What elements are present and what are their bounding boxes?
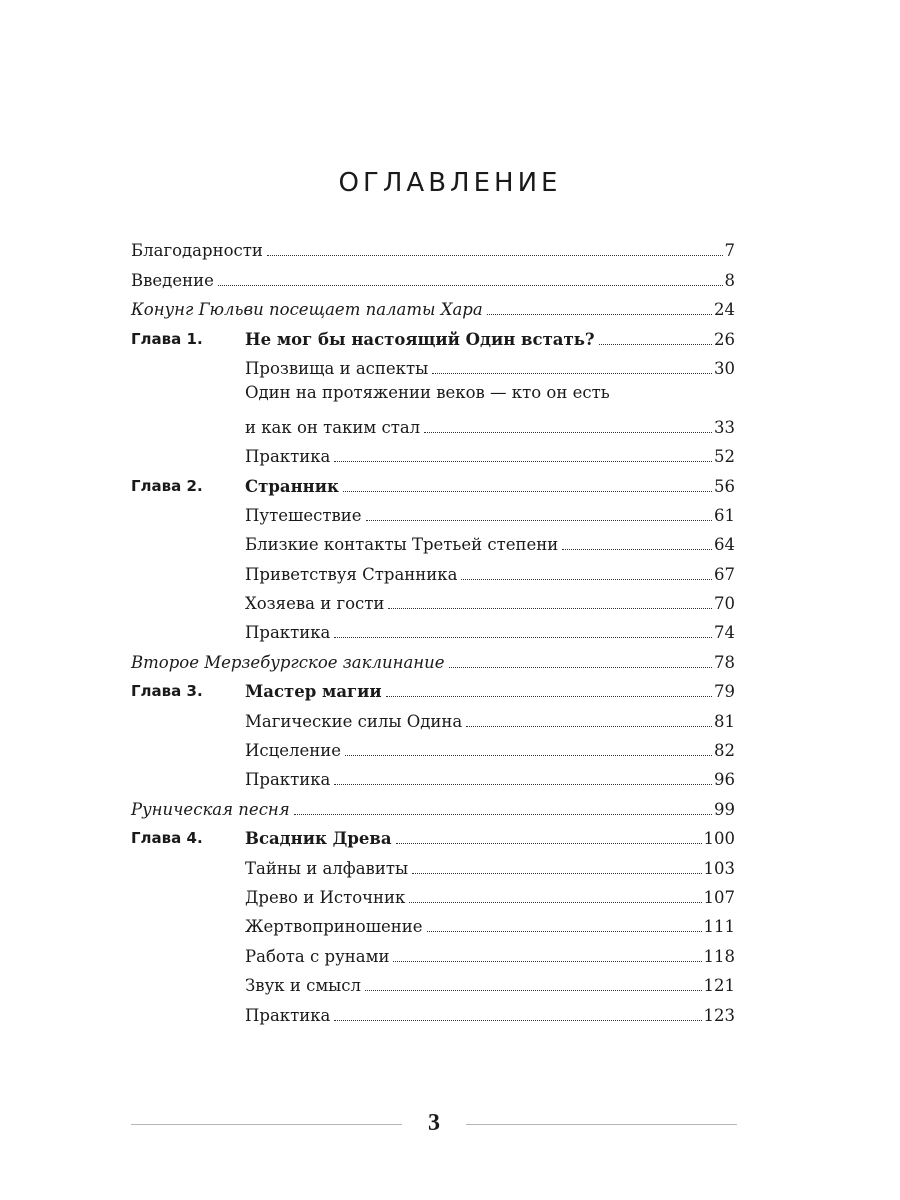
- toc-entry-page: 123: [703, 1005, 735, 1025]
- toc-entry-title: Всадник Древа: [245, 829, 392, 849]
- dot-leader: [412, 873, 701, 874]
- toc-entry-title: Приветствуя Странника: [245, 564, 458, 584]
- toc-entry-title: Странник: [245, 476, 339, 496]
- toc-entry[interactable]: [131, 295, 735, 324]
- toc-entry-line: [131, 800, 735, 819]
- toc-entry[interactable]: [131, 354, 735, 383]
- dot-leader: [386, 696, 712, 697]
- toc-entry-line: [245, 594, 735, 613]
- toc-entry[interactable]: [131, 706, 735, 735]
- toc-entry-title: Практика: [245, 1005, 331, 1025]
- toc-entry-title: и как он таким стал: [245, 417, 421, 437]
- dot-leader: [427, 931, 702, 932]
- dot-leader: [334, 1020, 701, 1021]
- toc-entry[interactable]: [131, 853, 735, 882]
- table-of-contents: [131, 236, 735, 1030]
- toc-entry-line: [245, 1006, 735, 1025]
- toc-entry-line: [245, 359, 735, 378]
- toc-entry-line: [131, 300, 735, 319]
- dot-leader: [487, 314, 712, 315]
- toc-entry[interactable]: [131, 765, 735, 794]
- chapter-number: Глава 2.: [131, 476, 203, 495]
- dot-leader: [343, 491, 712, 492]
- dot-leader: [393, 961, 701, 962]
- toc-entry-line: [245, 770, 735, 789]
- chapter-number: Глава 1.: [131, 329, 203, 348]
- toc-entry[interactable]: [131, 442, 735, 471]
- dot-leader: [388, 608, 712, 609]
- toc-entry-page: 82: [714, 741, 735, 761]
- toc-entry-line: [245, 535, 735, 554]
- toc-entry-line: [131, 653, 735, 672]
- toc-entry-page: 67: [714, 564, 735, 584]
- toc-entry-page: 118: [703, 946, 735, 966]
- toc-entry-title: Практика: [245, 447, 331, 467]
- toc-entry-page: 30: [714, 358, 735, 378]
- toc-entry[interactable]: [131, 236, 735, 265]
- toc-entry-page: 78: [714, 652, 735, 672]
- toc-entry[interactable]: [131, 912, 735, 941]
- toc-entry-page: 79: [714, 682, 735, 702]
- toc-entry[interactable]: [131, 647, 735, 676]
- toc-entry-page: 26: [714, 329, 735, 349]
- toc-entry-line: [245, 917, 735, 936]
- toc-entry-line: [245, 565, 735, 584]
- footer-rule-right: [466, 1124, 737, 1125]
- dot-leader: [366, 520, 712, 521]
- toc-entry-line: [245, 506, 735, 525]
- toc-entry[interactable]: [131, 883, 735, 912]
- dot-leader: [345, 755, 712, 756]
- dot-leader: [466, 726, 712, 727]
- toc-entry-page: 121: [703, 976, 735, 996]
- toc-entry-page: 52: [714, 447, 735, 467]
- toc-entry-line: [245, 976, 735, 995]
- toc-entry-line: [245, 859, 735, 878]
- dot-leader: [334, 461, 712, 462]
- toc-entry-page: 74: [714, 623, 735, 643]
- dot-leader: [461, 579, 712, 580]
- toc-entry-page: 24: [714, 300, 735, 320]
- toc-entry-page: 33: [714, 417, 735, 437]
- dot-leader: [334, 784, 712, 785]
- toc-entry[interactable]: [131, 618, 735, 647]
- dot-leader: [396, 843, 702, 844]
- toc-entry[interactable]: [131, 736, 735, 765]
- dot-leader: [432, 373, 712, 374]
- toc-entry-page: 81: [714, 711, 735, 731]
- toc-entry[interactable]: [131, 941, 735, 970]
- toc-entry-title: Древо и Источник: [245, 888, 406, 907]
- toc-entry-title: Второе Мерзебургское заклинание: [131, 652, 445, 672]
- chapter-number: Глава 4.: [131, 829, 203, 848]
- dot-leader: [409, 902, 701, 903]
- toc-entry[interactable]: [131, 559, 735, 588]
- toc-entry-page: 99: [714, 799, 735, 819]
- page-footer: [131, 1104, 737, 1144]
- toc-entry[interactable]: [131, 324, 735, 353]
- toc-entry-title: Звук и смысл: [245, 976, 362, 996]
- toc-entry-page: 96: [714, 770, 735, 790]
- dot-leader: [267, 255, 723, 256]
- toc-entry-page: 107: [703, 888, 735, 907]
- toc-entry[interactable]: [131, 265, 735, 294]
- toc-entry-line: [131, 241, 735, 260]
- toc-entry[interactable]: [131, 794, 735, 823]
- toc-entry-line: [245, 418, 735, 437]
- toc-entry-title: Жертвоприношение: [245, 917, 423, 937]
- toc-entry[interactable]: [131, 1000, 735, 1029]
- dot-leader: [562, 549, 712, 550]
- dot-leader: [449, 667, 712, 668]
- toc-entry[interactable]: [131, 501, 735, 530]
- toc-entry-title: Конунг Гюльви посещает палаты Хара: [131, 300, 483, 320]
- toc-entry[interactable]: [131, 530, 735, 559]
- toc-entry-page: 70: [714, 594, 735, 614]
- dot-leader: [334, 637, 712, 638]
- dot-leader: [294, 814, 712, 815]
- dot-leader: [424, 432, 712, 433]
- toc-entry-title: Благодарности: [131, 241, 263, 261]
- toc-entry-title: Путешествие: [245, 505, 362, 525]
- toc-entry-title: Тайны и алфавиты: [245, 858, 409, 878]
- toc-entry-title: Руническая песня: [131, 799, 290, 819]
- toc-entry-title: Исцеление: [245, 741, 342, 761]
- toc-entry-page: 7: [724, 241, 735, 261]
- toc-entry-line: [245, 682, 735, 701]
- toc-entry-page: 111: [703, 917, 735, 937]
- toc-entry-title: Близкие контакты Третьей степени: [245, 535, 559, 555]
- toc-entry-title: Прозвища и аспекты: [245, 358, 429, 378]
- toc-entry-title: Введение: [131, 270, 214, 290]
- dot-leader: [599, 344, 712, 345]
- toc-entry-line: [245, 330, 735, 349]
- toc-entry-title: Хозяева и гости: [245, 594, 385, 614]
- dot-leader: [365, 990, 701, 991]
- toc-entry-page: 103: [703, 858, 735, 878]
- toc-entry[interactable]: [131, 589, 735, 618]
- toc-entry-line: [245, 712, 735, 731]
- toc-entry-title-line1: Один на протяжении веков — кто он есть: [245, 382, 610, 402]
- toc-entry-line: [245, 477, 735, 496]
- page-title: ОГЛАВЛЕНИЕ: [338, 168, 562, 198]
- toc-entry-title: Практика: [245, 770, 331, 790]
- toc-entry[interactable]: [131, 677, 735, 706]
- toc-entry-title: Работа с рунами: [245, 946, 390, 966]
- toc-entry-line: [245, 447, 735, 466]
- dot-leader: [218, 285, 723, 286]
- toc-entry-page: 56: [714, 476, 735, 496]
- toc-entry[interactable]: [131, 471, 735, 500]
- toc-entry[interactable]: [131, 971, 735, 1000]
- toc-entry-title: Практика: [245, 623, 331, 643]
- toc-entry-title: Не мог бы настоящий Один встать?: [245, 329, 595, 349]
- page-number: 3: [428, 1110, 440, 1136]
- toc-entry-page: 64: [714, 535, 735, 555]
- toc-entry-line: [245, 888, 735, 907]
- toc-entry-line: [245, 829, 735, 848]
- chapter-number: Глава 3.: [131, 682, 203, 701]
- toc-entry[interactable]: [131, 383, 735, 442]
- toc-entry-line: [245, 947, 735, 966]
- toc-entry-page: 61: [714, 505, 735, 525]
- toc-entry[interactable]: [131, 824, 735, 853]
- toc-entry-line: [131, 271, 735, 290]
- toc-entry-title: Магические силы Одина: [245, 711, 463, 731]
- toc-entry-page: 100: [703, 829, 735, 849]
- toc-entry-page: 8: [724, 270, 735, 290]
- toc-entry-title: Мастер магии: [245, 682, 382, 702]
- toc-entry-line: [245, 623, 735, 642]
- toc-entry-line: [245, 741, 735, 760]
